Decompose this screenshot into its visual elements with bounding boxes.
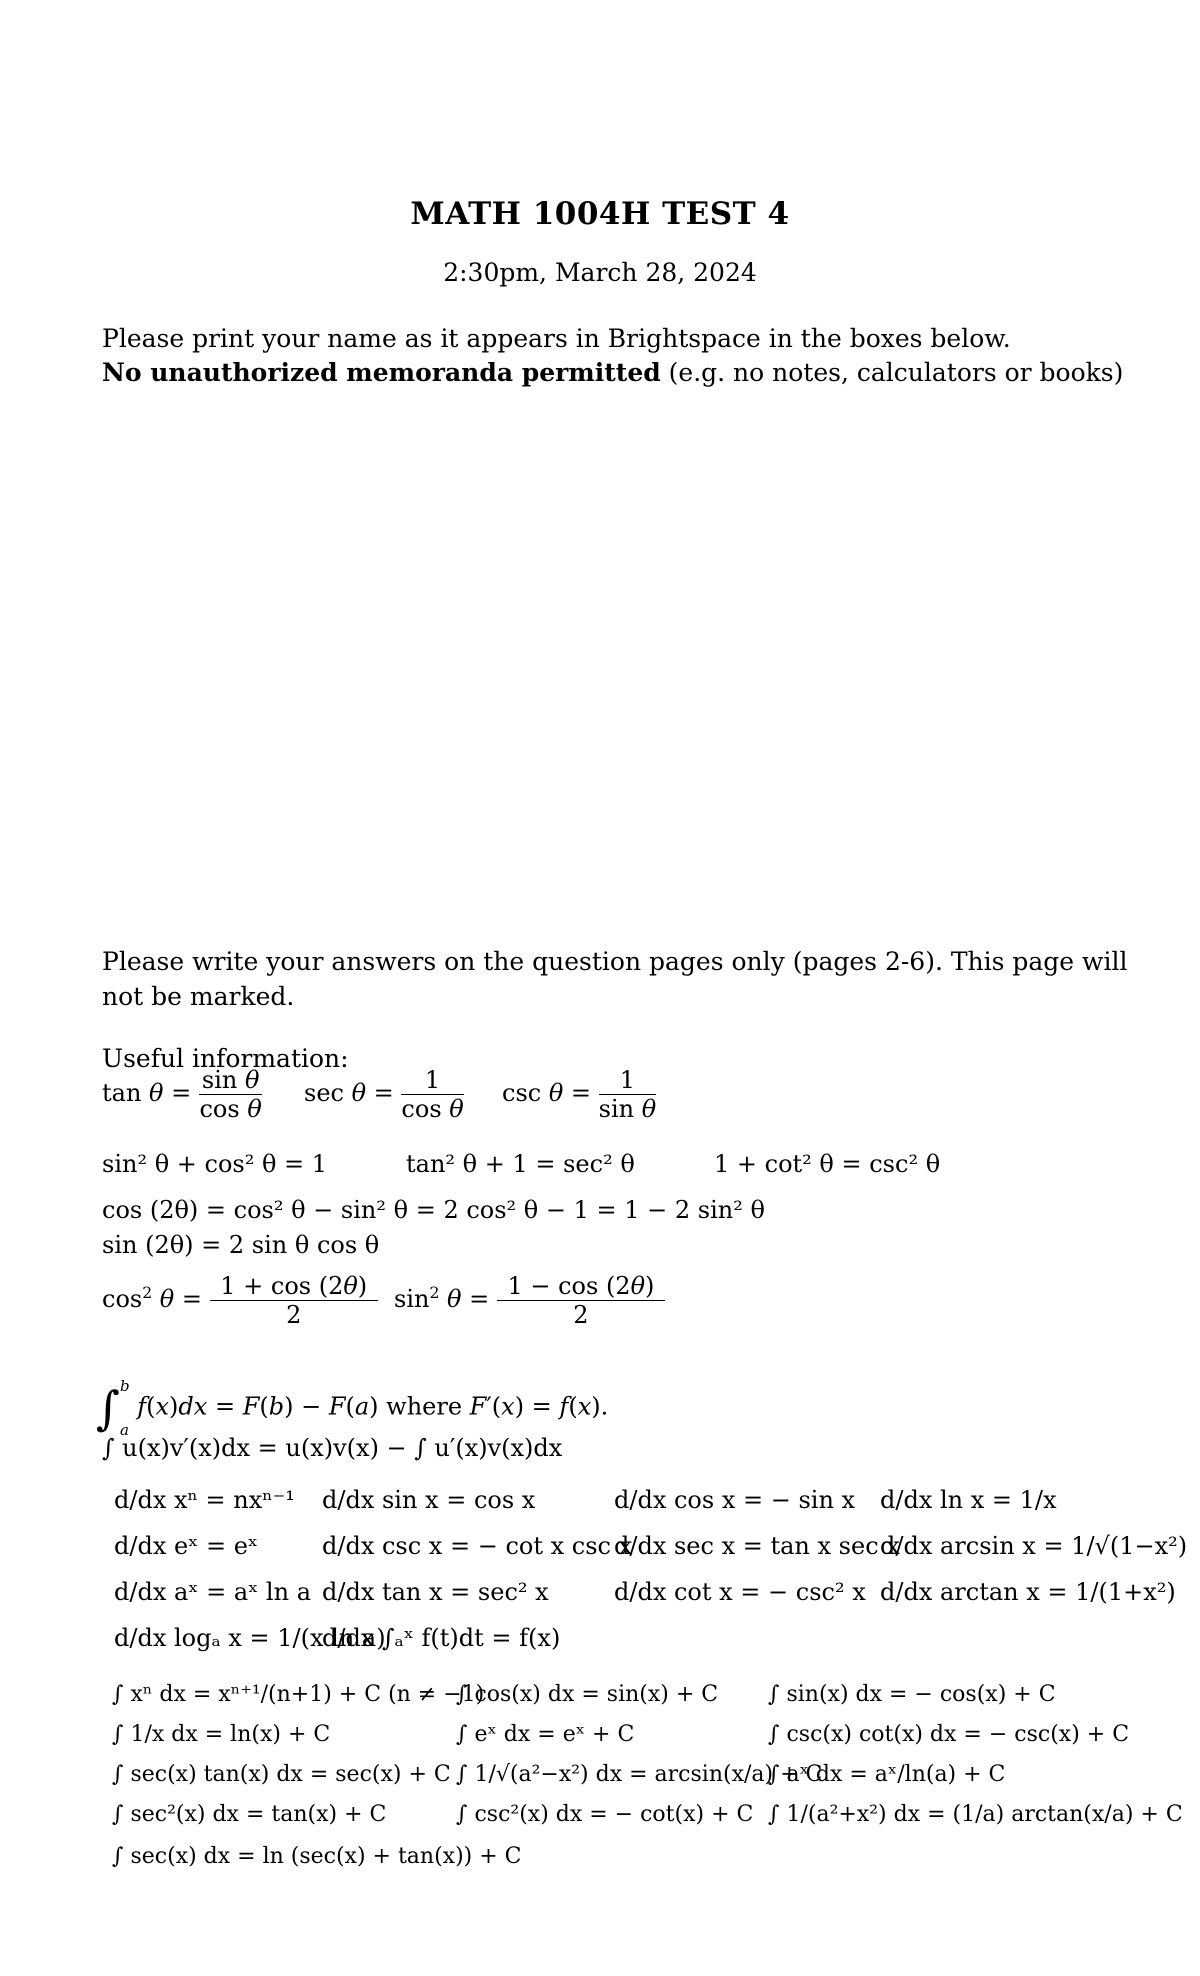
formula-tan-def: tan θ = $\frac{\text{sin θ}}{\text{cos θ}}$ [102, 1066, 262, 1123]
integral-sec-sq: ∫ sec²(x) dx = tan(x) + C [112, 1802, 387, 1827]
formula-sin-double: sin (2θ) = 2 sin θ cos θ [102, 1231, 380, 1259]
test-datetime: 2:30pm, March 28, 2024 [443, 258, 757, 287]
answers-note-line2: not be marked. [102, 982, 295, 1011]
derivative-sin: d/dx sin x = cos x [322, 1486, 536, 1514]
derivative-a-pow: d/dx aˣ = aˣ ln a [114, 1578, 312, 1606]
memoranda-notice [102, 355, 1123, 390]
derivative-ftc2: d/dx ∫ₐˣ f(t)dt = f(x) [322, 1624, 561, 1652]
integral-sin: ∫ sin(x) dx = − cos(x) + C [768, 1682, 1056, 1707]
formula-tan-sec: tan² θ + 1 = sec² θ [406, 1150, 635, 1178]
page-title: MATH 1004H TEST 4 [410, 196, 790, 232]
integral-a-pow: ∫ aˣ dx = aˣ/ln(a) + C [768, 1762, 1006, 1787]
integral-power: ∫ xⁿ dx = xⁿ⁺¹/(n+1) + C (n ≠ −1) [112, 1682, 485, 1707]
answers-note-line1: Please write your answers on the question pages only (pages 2-6). This page will [102, 947, 1128, 976]
derivative-power: d/dx xⁿ = nxⁿ⁻¹ [114, 1486, 295, 1514]
formula-cos-double: cos (2θ) = cos² θ − sin² θ = 2 cos² θ − 1 = 1 − 2 sin² θ [102, 1196, 765, 1224]
derivative-ln: d/dx ln x = 1/x [880, 1486, 1057, 1514]
formula-cot-csc: 1 + cot² θ = csc² θ [714, 1150, 941, 1178]
memoranda-rest: (e.g. no notes, calculators or books) [660, 358, 1124, 387]
formula-pythagorean: sin² θ + cos² θ = 1 [102, 1150, 328, 1178]
formula-ftc: ∫ b a f(x)dx = F(b) − F(a) where F′(x) = f(x). [96, 1377, 609, 1439]
derivative-arcsin: d/dx arcsin x = 1/√(1−x²) [880, 1532, 1188, 1560]
integral-cos: ∫ cos(x) dx = sin(x) + C [456, 1682, 719, 1707]
intro-line: Please print your name as it appears in Brightspace in the boxes below. [102, 324, 1011, 353]
formula-parts: ∫ u(x)v′(x)dx = u(x)v(x) − ∫ u′(x)v(x)dx [102, 1434, 563, 1462]
derivative-cot: d/dx cot x = − csc² x [614, 1578, 866, 1606]
useful-heading: Useful information: [102, 1044, 349, 1073]
integral-csc-sq: ∫ csc²(x) dx = − cot(x) + C [456, 1802, 754, 1827]
derivative-cos: d/dx cos x = − sin x [614, 1486, 856, 1514]
formula-cos-squared: $\cos^2 \theta$ = $\frac{1 + \cos (2\theta)}{2}$ [102, 1272, 378, 1329]
integral-arcsin: ∫ 1/√(a²−x²) dx = arcsin(x/a) + C [456, 1762, 823, 1787]
formula-sec-def: sec θ = $\frac{1}{\text{cos θ}}$ [304, 1066, 464, 1123]
formula-csc-def: csc θ = $\frac{1}{\text{sin θ}}$ [502, 1066, 657, 1123]
integral-arctan: ∫ 1/(a²+x²) dx = (1/a) arctan(x/a) + C [768, 1802, 1183, 1827]
derivative-sec: d/dx sec x = tan x sec x [614, 1532, 900, 1560]
derivative-log: d/dx logₐ x = 1/(x ln a) [114, 1624, 386, 1652]
integral-csc-cot: ∫ csc(x) cot(x) dx = − csc(x) + C [768, 1722, 1130, 1747]
formula-sin-squared: $\sin^2 \theta$ = $\frac{1 - \cos (2\theta)}{2}$ [394, 1272, 665, 1329]
memoranda-bold: No unauthorized memoranda permitted [102, 358, 661, 387]
derivative-csc: d/dx csc x = − cot x csc x [322, 1532, 633, 1560]
derivative-exp: d/dx eˣ = eˣ [114, 1532, 259, 1560]
derivative-tan: d/dx tan x = sec² x [322, 1578, 549, 1606]
integral-recip: ∫ 1/x dx = ln(x) + C [112, 1722, 331, 1747]
integral-sec: ∫ sec(x) dx = ln (sec(x) + tan(x)) + C [112, 1844, 522, 1869]
integral-exp: ∫ eˣ dx = eˣ + C [456, 1722, 635, 1747]
derivative-arctan: d/dx arctan x = 1/(1+x²) [880, 1578, 1176, 1606]
integral-sec-tan: ∫ sec(x) tan(x) dx = sec(x) + C [112, 1762, 451, 1787]
